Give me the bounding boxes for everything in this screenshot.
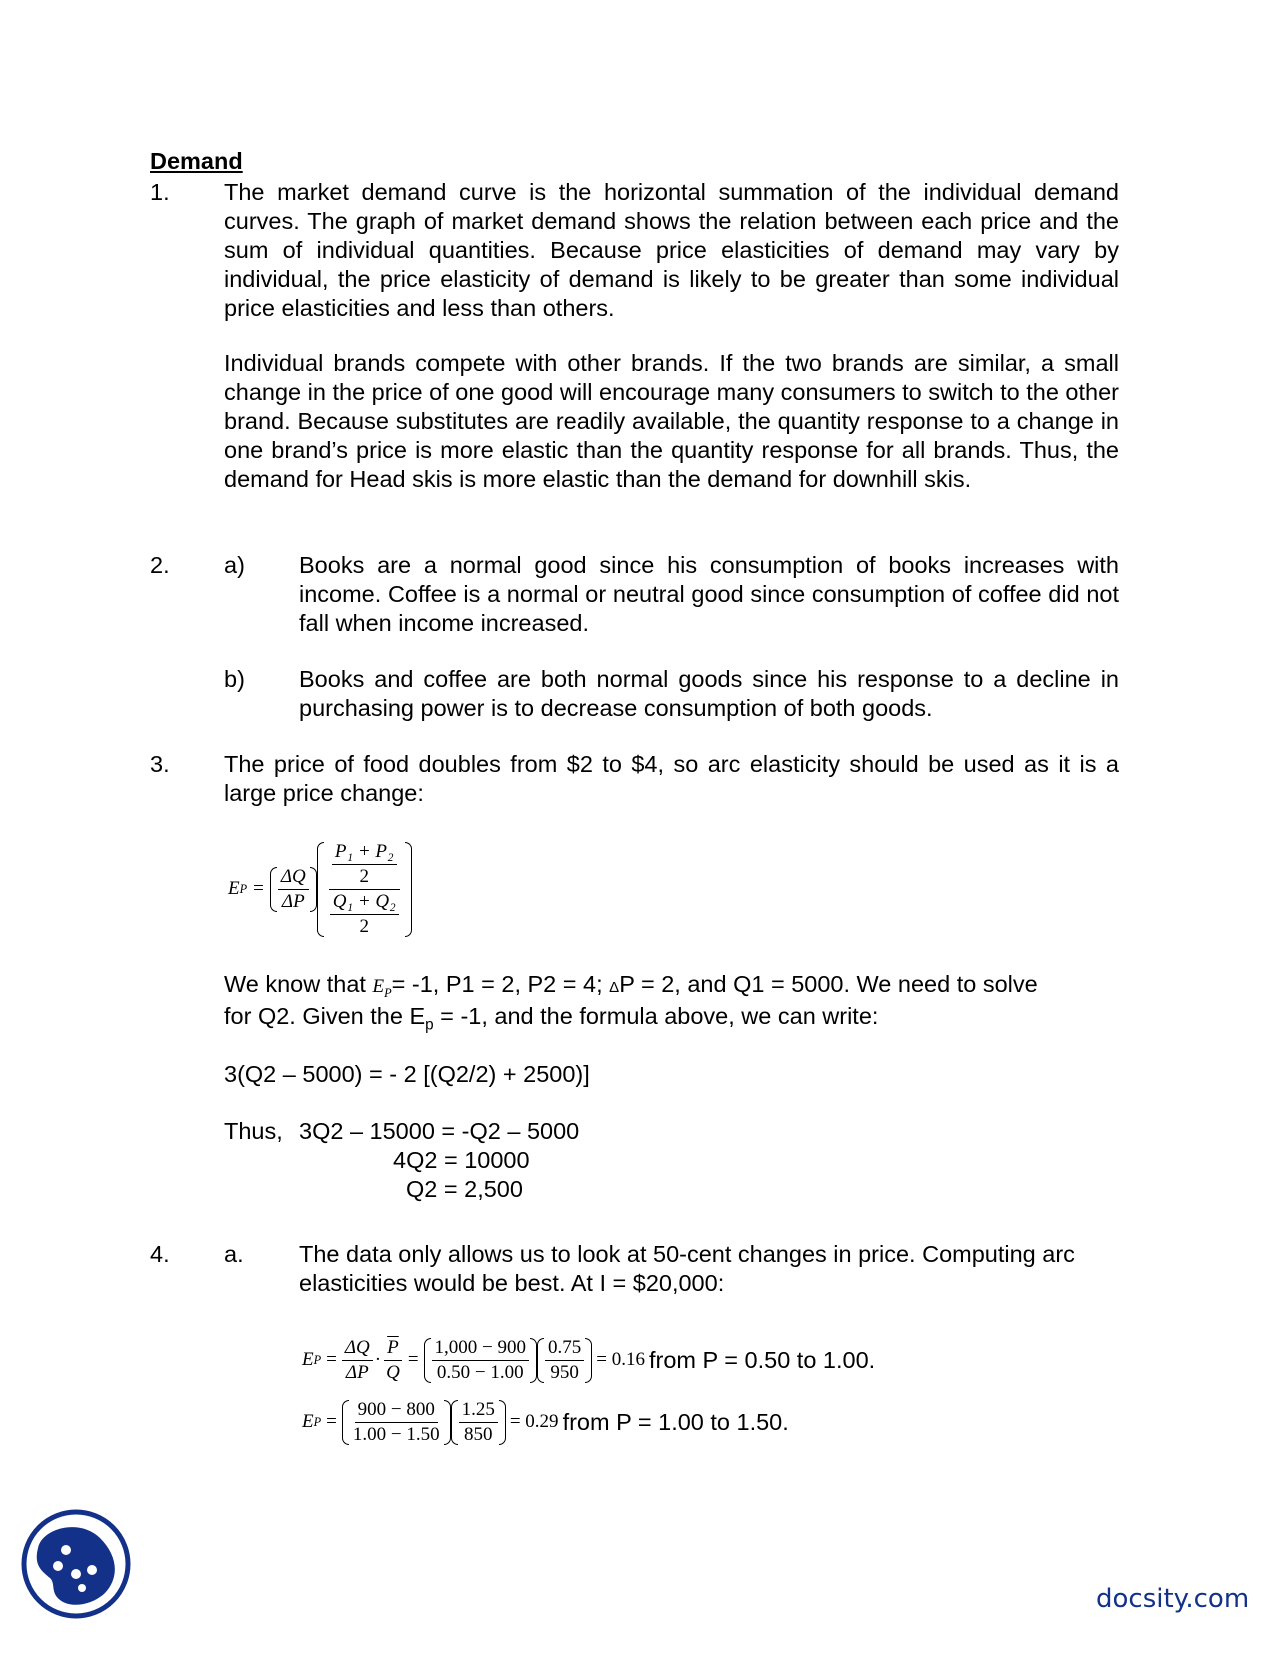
q3-step-3: Q2 = 2,500 [406, 1176, 523, 1202]
page-title: Demand [150, 148, 243, 174]
q4-a-label: a. [224, 1241, 244, 1267]
q2-number: 2. [150, 552, 170, 578]
q4-a-text: The data only allows us to look at 50-cent changes in price. Computing arc elasticities would be best. At I = $20,000: [299, 1241, 1075, 1296]
formula-dq-dp-group [270, 865, 317, 914]
q1-number: 1. [150, 179, 170, 205]
formula-two-bottom: 2 [359, 915, 369, 937]
given-sub: p [425, 1016, 434, 1034]
q3-intro: The price of food doubles from $2 to $4, so arc elasticity should be used as it is a large price change: [224, 751, 1119, 806]
given-b: = -1, and the formula above, we can write: [433, 1003, 879, 1029]
q3-given-line [224, 1002, 878, 1040]
eq1-pbar: $\overline{P}$ [384, 1336, 402, 1361]
eq2-result: = 0.29 [509, 1411, 559, 1432]
eq1-dq: ΔQ [342, 1336, 373, 1361]
formula-p-sum: P₁ + P₂ [332, 840, 397, 865]
elasticity-equation-1 [302, 1330, 875, 1390]
q2-a-label: a) [224, 552, 245, 578]
q3-step-1: 3Q2 – 15000 = -Q2 – 5000 [299, 1118, 580, 1144]
q3-number: 3. [150, 751, 170, 777]
q3-step-2: 4Q2 = 10000 [393, 1147, 530, 1173]
formula-dq: ΔQ [278, 865, 309, 890]
formula-midpoint-group [317, 840, 412, 939]
q3-thus: Thus, [224, 1118, 283, 1144]
eq2-d2: 850 [463, 1423, 493, 1445]
formula-two-top: 2 [359, 865, 369, 887]
q2-b-label: b) [224, 666, 245, 692]
eq2-n2: 1.25 [459, 1398, 498, 1423]
eq1-qbar: Q [386, 1361, 400, 1383]
eq1-equals-b: = [407, 1349, 419, 1370]
eq2-equals: = [326, 1411, 337, 1432]
arc-elasticity-formula [228, 836, 412, 942]
formula-q-sum: Q₁ + Q₂ [330, 890, 399, 915]
q2-a-text: Books are a normal good since his consumption of books increases with income. Coffee is a normal or neutral good since consumption of coffee did not fall when income increased. [299, 552, 1119, 636]
delta-icon: Δ [609, 979, 620, 996]
eq2-n1: 900 − 800 [355, 1398, 438, 1423]
eq2-range: from P = 1.00 to 1.50. [562, 1408, 789, 1435]
formula-lhs: E [228, 878, 240, 899]
eq1-d1: 0.50 − 1.00 [436, 1361, 524, 1383]
eq1-d2: 950 [550, 1361, 579, 1383]
formula-lhs-sub: P [239, 881, 248, 896]
eq2-lhs-sub: P [313, 1414, 322, 1429]
know-prefix: We know that [224, 971, 366, 997]
eq1-dp: ΔP [345, 1361, 369, 1383]
eq1-equals-a: = [326, 1349, 337, 1370]
eq1-n1: 1,000 − 900 [432, 1336, 529, 1361]
elasticity-equation-2 [302, 1392, 789, 1452]
formula-equals: = [253, 878, 264, 899]
eq1-result: = 0.16 [596, 1349, 645, 1370]
q3-equation-1: 3(Q2 – 5000) = - 2 [(Q2/2) + 2500)] [224, 1061, 590, 1087]
given-a: for Q2. Given the E [224, 1003, 426, 1029]
eq1-lhs: E [302, 1349, 314, 1370]
formula-dp: ΔP [281, 890, 305, 912]
q2-b-text: Books and coffee are both normal goods since his response to a decline in purchasing power is to decrease consumption of both goods. [299, 666, 1119, 721]
docsity-logo-icon[interactable] [20, 1508, 132, 1620]
q1-paragraph-1: The market demand curve is the horizontal summation of the individual demand curves. The graph of market demand shows the relation between each price and the sum of individual quantities. Because price elasticities of demand may vary by individual, the price elasticity of demand is likely to be greater than some individual price elasticities and less than others. [224, 179, 1119, 321]
know-ep-sub: P [384, 985, 392, 1000]
eq2-lhs: E [302, 1411, 314, 1432]
eq1-n2: 0.75 [545, 1336, 584, 1361]
know-end: P = 2, and Q1 = 5000. We need to solve [619, 971, 1038, 997]
q4-number: 4. [150, 1241, 170, 1267]
eq1-dot: · [374, 1349, 382, 1370]
know-values: = -1, P1 = 2, P2 = 4; [391, 971, 603, 997]
eq2-d1: 1.00 − 1.50 [352, 1423, 440, 1445]
eq1-lhs-sub: P [313, 1352, 322, 1367]
docsity-brand-link[interactable]: docsity.com [1096, 1584, 1250, 1614]
q1-paragraph-2: Individual brands compete with other brands. If the two brands are similar, a small change in the price of one good will encourage many consumers to switch to the other brand. Because substitutes are readily available, the quantity response to a change in one brand’s price is more elastic than the quantity response for all brands. Thus, the demand for Head skis is more elastic than the demand for downhill skis. [224, 350, 1119, 492]
eq1-range: from P = 0.50 to 1.00. [648, 1346, 876, 1373]
know-ep: E [372, 976, 385, 997]
